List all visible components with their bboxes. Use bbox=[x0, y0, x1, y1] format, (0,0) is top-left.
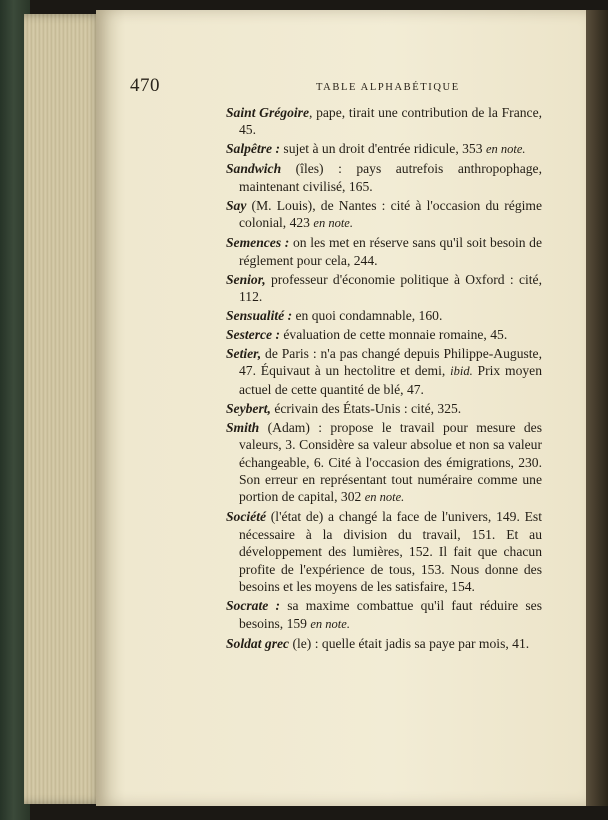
entry-text: on les met en réserve sans qu'il soit besoin de réglement pour cela, 244. bbox=[239, 235, 543, 268]
index-entry bbox=[226, 508, 542, 595]
index-entry bbox=[226, 140, 542, 158]
entry-headword: Saint Grégoire bbox=[226, 105, 309, 120]
entry-text: (le) : quelle était jadis sa paye par mois, 41. bbox=[289, 635, 530, 651]
entry-text: (l'état de) a changé la face de l'univers, 149. Est nécessaire à la division du travail, 151. Et au développement des lumières, 152. Il fait que chacun profite de l'expérience de tous, 153. Nous donne des besoins et les moyens de les satisfaire, 154. bbox=[239, 509, 542, 595]
index-entry bbox=[226, 419, 542, 507]
index-entry bbox=[226, 326, 542, 343]
entry-text: en quoi condamnable, 160. bbox=[292, 308, 443, 324]
entry-ibid-ref: ibid. bbox=[450, 364, 473, 379]
entry-headword: Setier, bbox=[226, 346, 262, 362]
index-entry bbox=[226, 234, 542, 269]
entry-text: (M. Louis), de Nantes : cité à l'occasion du régime colonial, 423 bbox=[239, 197, 542, 231]
index-entry bbox=[226, 197, 542, 233]
entry-headword: Soldat grec bbox=[226, 635, 290, 651]
entry-text: sa maxime combattue qu'il faut réduire ses besoins, 159 bbox=[239, 598, 543, 631]
entry-headword: Senior, bbox=[226, 271, 266, 287]
index-entry bbox=[226, 400, 542, 417]
index-entry bbox=[226, 345, 542, 398]
entry-headword: Socrate : bbox=[226, 598, 281, 614]
entry-text: écrivain des États-Unis : cité, 325. bbox=[270, 400, 462, 416]
index-entry bbox=[226, 271, 542, 306]
entry-headword: Seybert, bbox=[226, 400, 271, 416]
entry-note-ref: en note. bbox=[364, 490, 405, 505]
index-entries bbox=[226, 104, 542, 654]
entry-text: sujet à un droit d'entrée ridicule, 353 bbox=[280, 141, 483, 157]
entry-text: (îles) : pays autrefois anthropophage, maintenant civilisé, 165. bbox=[239, 161, 542, 194]
index-entry bbox=[226, 597, 542, 633]
entry-headword: Société bbox=[226, 509, 267, 525]
entry-text: , pape, tirait une contribution de la France, 45. bbox=[239, 105, 542, 138]
page-number: 470 bbox=[130, 75, 160, 96]
entry-text-continued: Prix moyen actuel de cette quantité de blé, 47. bbox=[239, 363, 542, 397]
entry-headword: Smith bbox=[226, 419, 260, 435]
index-entry bbox=[226, 104, 542, 139]
entry-text: de Paris : n'a pas changé depuis Philippe-Auguste, 47. Équivaut à un hectolitre et demi, bbox=[239, 346, 542, 379]
entry-headword: Sandwich bbox=[226, 161, 282, 177]
entry-text: évaluation de cette monnaie romaine, 45. bbox=[279, 327, 508, 343]
index-entry bbox=[226, 635, 542, 652]
entry-headword: Salpêtre : bbox=[226, 141, 280, 157]
running-head: TABLE ALPHABÉTIQUE bbox=[316, 82, 460, 93]
entry-headword: Semences : bbox=[226, 235, 290, 251]
entry-headword: Sensualité : bbox=[226, 308, 293, 324]
entry-note-ref: en note. bbox=[310, 616, 350, 631]
entry-headword: Sesterce : bbox=[226, 327, 280, 343]
entry-note-ref: en note. bbox=[485, 142, 526, 157]
index-entry bbox=[226, 307, 542, 324]
entry-note-ref: en note. bbox=[313, 216, 353, 231]
entry-headword: Say bbox=[226, 197, 247, 213]
page-stack-edge bbox=[24, 14, 104, 804]
index-entry bbox=[226, 160, 542, 195]
entry-text: (Adam) : propose le travail pour mesure des valeurs, 3. Considère sa valeur absolue et non sa valeur échangeable, 6. Cité à l'occasion des émigrations, 230. Son erreur en représentant tout numéraire comme une portion de capital, 302 bbox=[239, 419, 542, 505]
book-gutter bbox=[586, 10, 608, 806]
entry-text: professeur d'économie politique à Oxford : cité, 112. bbox=[239, 271, 542, 305]
